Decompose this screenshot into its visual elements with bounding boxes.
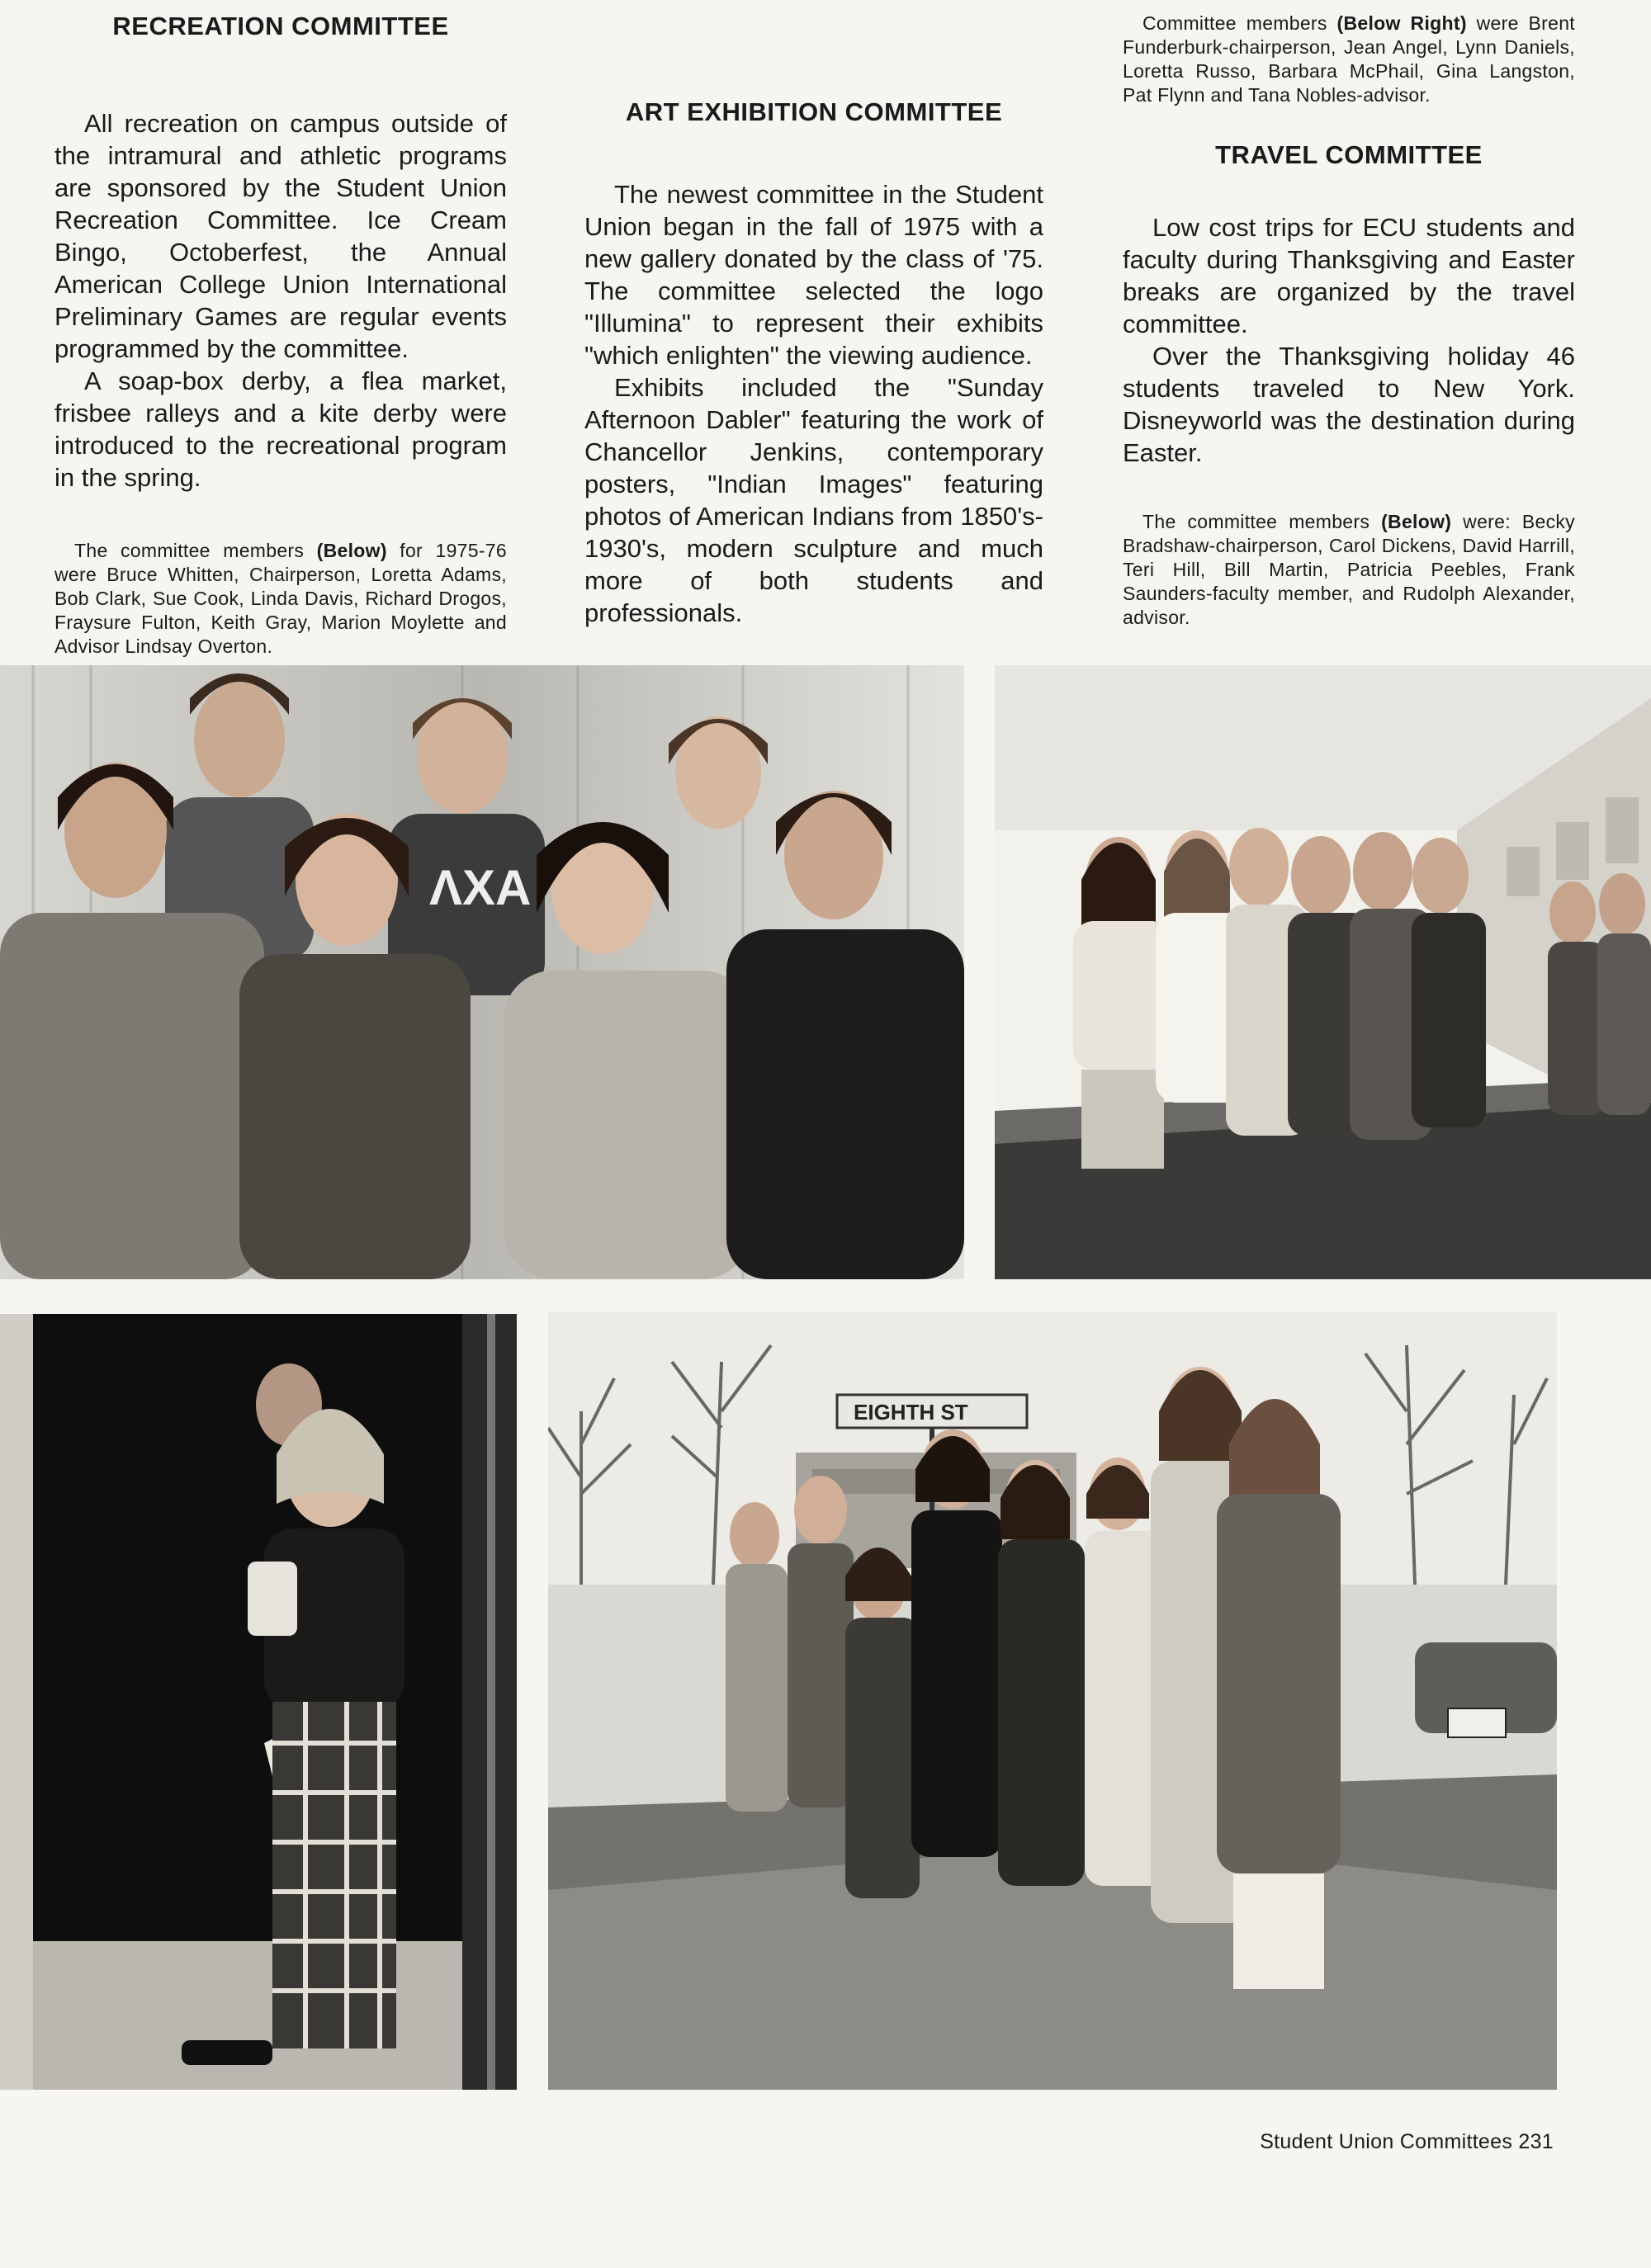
travel-doorway-photo [0, 1314, 517, 2090]
art-exhibition-photo-art [995, 665, 1651, 1279]
travel-top-caption [1123, 12, 1575, 107]
recreation-body [54, 107, 507, 494]
street-sign-text: EIGHTH ST [854, 1400, 968, 1425]
travel-column [1123, 12, 1575, 630]
recreation-committee-photo [0, 665, 964, 1279]
art-paragraph: The newest committee in the Student Union began in the fall of 1975 with a new gallery donated by the class of '75. The committee selected the logo "Illumina" to represent their exhibits "which enlighten" the viewing audience. [584, 180, 1043, 370]
recreation-paragraph: A soap-box derby, a flea market, frisbee ralleys and a kite derby were introduced to the recreational program in the spring. [54, 366, 507, 492]
recreation-committee-photo-art [0, 665, 964, 1279]
shirt-letters: ΛΧΑ [429, 860, 532, 915]
caption-text: were Brent Funderburk-chairperson, Jean Angel, Lynn Daniels, Loretta Russo, Barbara McPhail, Gina Langston, Pat Flynn and Tana Nobles-advisor. [1123, 12, 1575, 106]
caption-text: The committee members [74, 540, 317, 561]
travel-street-photo [548, 1312, 1557, 2090]
recreation-caption [54, 539, 507, 659]
caption-text: Committee members [1142, 12, 1337, 34]
travel-heading: TRAVEL COMMITTEE [1215, 140, 1483, 169]
caption-direction: (Below Right) [1336, 12, 1467, 34]
travel-paragraph: Low cost trips for ECU students and faculty during Thanksgiving and Easter breaks are organized by the travel committee. [1123, 213, 1575, 338]
art-body [584, 178, 1043, 629]
caption-direction: (Below) [316, 540, 387, 561]
travel-doorway-photo-art [0, 1314, 517, 2090]
recreation-column [54, 12, 507, 659]
travel-caption [1123, 510, 1575, 630]
recreation-heading: RECREATION COMMITTEE [112, 12, 449, 40]
art-exhibition-photo [995, 665, 1651, 1279]
art-paragraph: Exhibits included the "Sunday Afternoon Dabler" featuring the work of Chancellor Jenkins, contemporary posters, "Indian Images" featuring photos of American Indians from 1850's-1930's, modern sculpture and much more of both students and professionals. [584, 373, 1043, 627]
caption-direction: (Below) [1381, 511, 1452, 532]
travel-street-photo-art [548, 1312, 1557, 2090]
caption-text: were: Becky Bradshaw-chairperson, Carol Dickens, David Harrill, Teri Hill, Bill Martin, Patricia Peebles, Frank Saunders-faculty member, and Rudolph Alexander, advisor. [1123, 511, 1575, 628]
travel-paragraph: Over the Thanksgiving holiday 46 students traveled to New York. Disneyworld was the destination during Easter. [1123, 342, 1575, 467]
recreation-paragraph: All recreation on campus outside of the intramural and athletic programs are sponsored by the Student Union Recreation Committee. Ice Cream Bingo, Octoberfest, the Annual American College Union International Preliminary Games are regular events programmed by the committee. [54, 109, 507, 363]
caption-text: for 1975-76 were Bruce Whitten, Chairperson, Loretta Adams, Bob Clark, Sue Cook, Linda Davis, Richard Drogos, Fraysure Fulton, Keith Gray, Marion Moylette and Advisor Lindsay Overton. [54, 540, 507, 657]
travel-body [1123, 211, 1575, 469]
art-heading: ART EXHIBITION COMMITTEE [625, 97, 1003, 126]
page-folio: Student Union Committees 231 [1260, 2130, 1554, 2153]
caption-text: The committee members [1142, 511, 1382, 532]
art-column [584, 0, 1043, 629]
